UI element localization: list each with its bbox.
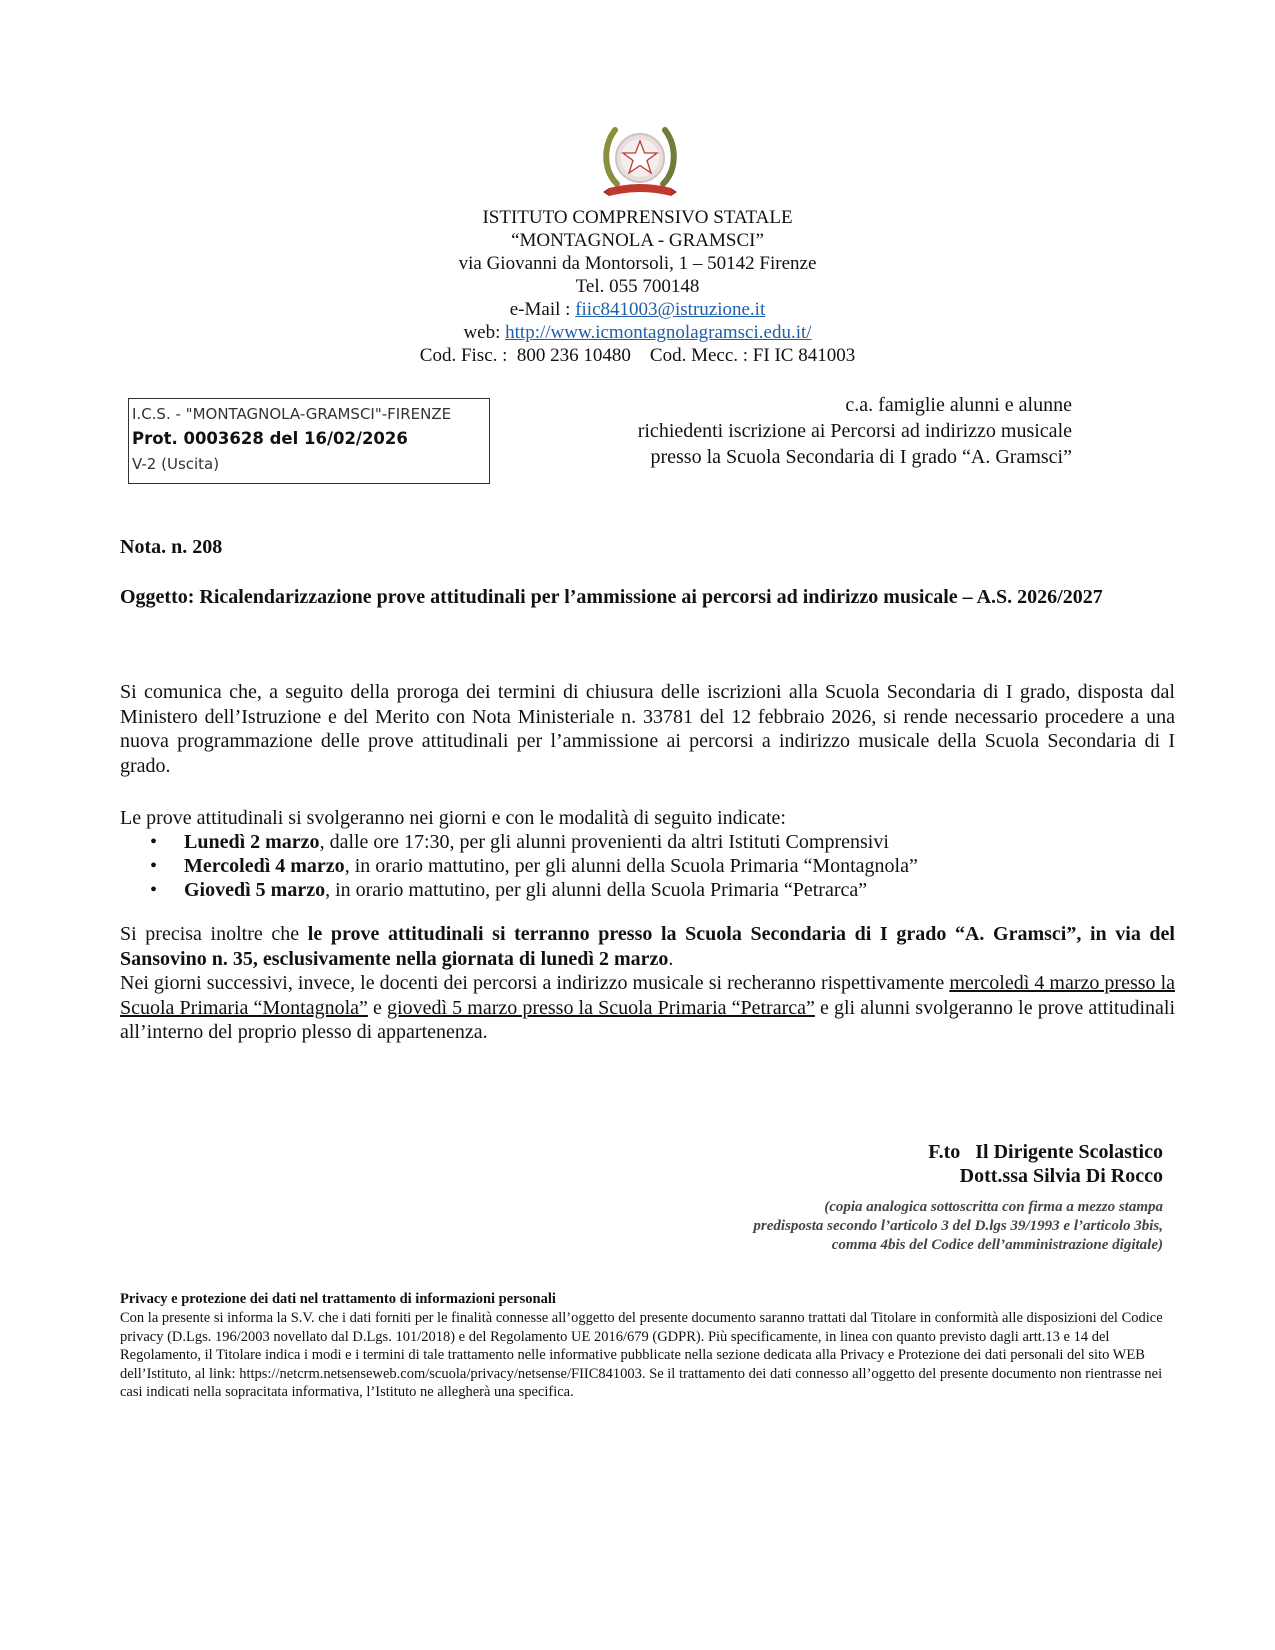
schedule-detail: , in orario mattutino, per gli alunni della Scuola Primaria “Montagnola” — [344, 855, 918, 877]
schedule-day: Lunedì 2 marzo — [184, 831, 320, 853]
institute-name: ISTITUTO COMPRENSIVO STATALE — [482, 207, 793, 228]
institute-codes: Cod. Fisc. : 800 236 10480 Cod. Mecc. : FI IC 841003 — [419, 345, 856, 366]
signature-note-1: (copia analogica sottoscritta con firma a mezzo stampa — [824, 1199, 1163, 1215]
signature-role: F.to Il Dirigente Scolastico — [928, 1141, 1163, 1163]
email-link[interactable]: fiic841003@istruzione.it — [575, 299, 766, 320]
institute-phone: Tel. 055 700148 — [575, 276, 700, 297]
subject-heading: Oggetto: Ricalendarizzazione prove attitudinali per l’ammissione ai percorsi ad indirizzo musicale – A.S. 2026/2027 — [120, 586, 1103, 608]
schedule-item — [150, 878, 1150, 902]
schedule-item — [150, 830, 1150, 854]
institute-address: via Giovanni da Montorsoli, 1 – 50142 Firenze — [458, 253, 817, 274]
institute-web-line — [0, 321, 1275, 344]
location-lead: Si precisa inoltre che — [120, 923, 308, 945]
following-lead: Nei giorni successivi, invece, le docenti dei percorsi a indirizzo musicale si recheranno rispettivamente — [120, 972, 950, 994]
schedule-detail: , in orario mattutino, per gli alunni della Scuola Primaria “Petrarca” — [325, 879, 868, 901]
schedule-intro: Le prove attitudinali si svolgeranno nei giorni e con le modalità di seguito indicate: — [120, 807, 786, 829]
bullet-icon: • — [150, 831, 158, 853]
website-link[interactable]: http://www.icmontagnolagramsci.edu.it/ — [505, 322, 812, 343]
schedule-list — [150, 830, 1150, 902]
paragraph-following-days — [120, 971, 1175, 1045]
schedule-detail: , dalle ore 17:30, per gli alunni provenienti da altri Istituti Comprensivi — [319, 831, 889, 853]
protocol-stamp — [128, 398, 490, 484]
paragraph-location — [120, 922, 1175, 971]
recipient-line-1: c.a. famiglie alunni e alunne — [845, 394, 1072, 416]
location-end: . — [668, 947, 674, 970]
recipient-line-3: presso la Scuola Secondaria di I grado “A. Gramsci” — [650, 446, 1072, 468]
bullet-icon: • — [150, 879, 158, 901]
signature-name: Dott.ssa Silvia Di Rocco — [959, 1165, 1163, 1187]
following-end: e gli alunni svolgeranno le prove attitudinali all’interno del proprio plesso di appartenenza. — [120, 996, 1175, 1043]
email-label: e-Mail : — [509, 299, 576, 320]
web-label: web: — [463, 322, 506, 343]
signature-note-2: predisposta secondo l’articolo 3 del D.lgs 39/1993 e l’articolo 3bis, — [753, 1218, 1163, 1234]
institute-subname: “MONTAGNOLA - GRAMSCI” — [511, 230, 764, 251]
montagnola-date: mercoledì 4 marzo presso la Scuola Primaria “Montagnola” — [120, 972, 1176, 1019]
stamp-classification: V-2 (Uscita) — [132, 455, 220, 473]
stamp-institute: I.C.S. - "MONTAGNOLA-GRAMSCI"-FIRENZE — [132, 405, 452, 423]
stamp-protocol-number: Prot. 0003628 del 16/02/2026 — [132, 429, 408, 448]
signature-note-3: comma 4bis del Codice dell’amministrazione digitale) — [831, 1237, 1163, 1253]
schedule-day: Mercoledì 4 marzo — [184, 855, 345, 877]
privacy-title: Privacy e protezione dei dati nel trattamento di informazioni personali — [120, 1291, 556, 1307]
schedule-item — [150, 854, 1150, 878]
petrarca-date: giovedì 5 marzo presso la Scuola Primaria “Petrarca” — [387, 996, 815, 1019]
bullet-icon: • — [150, 855, 158, 877]
schedule-day: Giovedì 5 marzo — [184, 879, 326, 901]
following-conj: e — [367, 996, 388, 1019]
recipient-line-2: richiedenti iscrizione ai Percorsi ad indirizzo musicale — [637, 420, 1072, 442]
privacy-body: Con la presente si informa la S.V. che i dati forniti per le finalità connesse all’oggetto del presente documento saranno trattati dal Titolare in conformità alle disposizioni del Codice privacy (D.Lgs. 196/2003 novellato dal D.Lgs. 101/2018) e del Regolamento UE 2016/679 (GDPR). Più specificamente, in linea con quanto previsto dagli artt.13 e 14 del Regolamento, il Titolare indica i modi e i termini di tale trattamento nelle informative pubblicate nella sezione dedicata alla Privacy e Protezione dei dati personali del sito WEB dell’Istituto, al link: https://netcrm.netsenseweb.com/scuola/privacy/netsense/FIIC841003. Se il trattamento dei dati connesso all’oggetto del presente documento non rientrasse nei casi indicati nella sopracitata informativa, l’Istituto ne allegherà una specifica. — [120, 1310, 1163, 1400]
republic-emblem-icon — [597, 118, 683, 204]
note-number: Nota. n. 208 — [120, 536, 223, 558]
paragraph-intro: Si comunica che, a seguito della proroga dei termini di chiusura delle iscrizioni alla Scuola Secondaria di I grado, disposta dal Ministero dell’Istruzione e del Merito con Nota Ministeriale n. 33781 del 12 febbraio 2026, si rende necessario procedere a una nuova programmazione delle prove attitudinali per l’ammissione ai percorsi a indirizzo musicale della Scuola Secondaria di I grado. — [120, 681, 1175, 777]
location-emphasis: le prove attitudinali si terranno presso la Scuola Secondaria di I grado “A. Gramsci”, in via del Sansovino n. 35, esclusivamente nella giornata di lunedì 2 marzo — [120, 923, 1175, 970]
institute-email-line — [0, 298, 1275, 321]
